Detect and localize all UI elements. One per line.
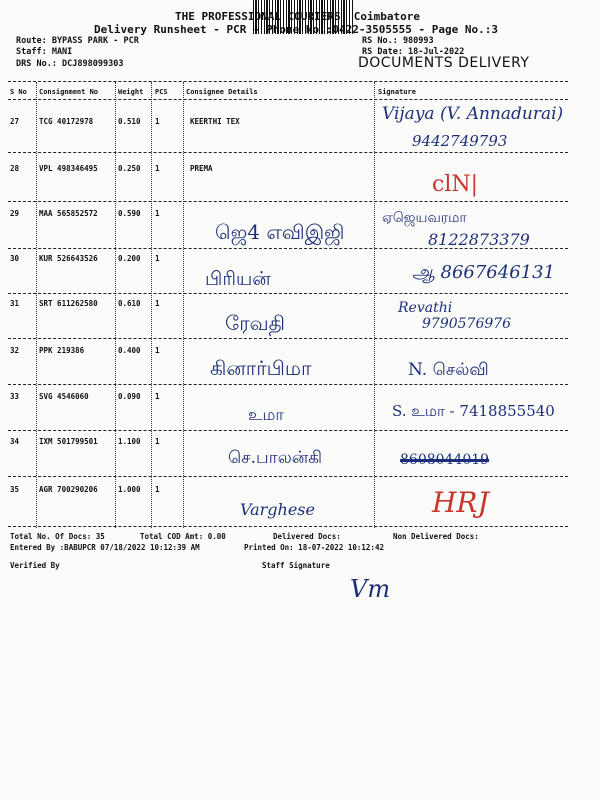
row-consignee: PREMA (190, 164, 213, 173)
row-consignment: IXM 501799501 (39, 437, 98, 446)
row-sno: 27 (10, 117, 20, 126)
col-header-signature: Signature (378, 88, 416, 96)
row-weight: 0.090 (118, 392, 141, 401)
row-sno: 33 (10, 392, 20, 401)
signature-phone: 8122873379 (428, 230, 530, 249)
signature-red: clN| (432, 172, 479, 197)
column-divider (115, 82, 116, 528)
col-header-sno: S No (10, 88, 27, 96)
signature-phone: 9790576976 (422, 316, 512, 332)
verified-by: Verified By (10, 561, 60, 570)
documents-delivery-label: DOCUMENTS DELIVERY (358, 55, 530, 71)
row-consignee: KEERTHI TEX (190, 117, 240, 126)
row-divider (8, 152, 568, 153)
signature-handwriting: ஏஜெயவரமா (382, 210, 467, 226)
staff-signature-scribble: Vm (350, 575, 391, 603)
route: Route: BYPASS PARK - PCR (16, 36, 139, 46)
row-consignment: VPL 498346495 (39, 164, 98, 173)
row-pcs: 1 (155, 485, 160, 494)
row-weight: 0.400 (118, 346, 141, 355)
row-sno: 32 (10, 346, 20, 355)
row-sno: 28 (10, 164, 20, 173)
row-pcs: 1 (155, 392, 160, 401)
table-top-rule (8, 81, 568, 82)
row-sno: 30 (10, 254, 20, 263)
row-weight: 0.200 (118, 254, 141, 263)
row-divider (8, 430, 568, 431)
row-pcs: 1 (155, 299, 160, 308)
signature-handwriting: Vijaya (V. Annadurai) (382, 104, 564, 124)
printed-on: Printed On: 18-07-2022 10:12:42 (244, 543, 384, 552)
signature-phone: 9442749793 (412, 132, 508, 150)
row-divider (8, 248, 568, 249)
rs-number: RS No.: 980993 (362, 36, 434, 46)
consignee-handwriting: பிரியன் (205, 268, 271, 290)
row-pcs: 1 (155, 437, 160, 446)
row-divider (8, 476, 568, 477)
column-divider (151, 82, 152, 528)
row-sno: 35 (10, 485, 20, 494)
row-pcs: 1 (155, 254, 160, 263)
drs-number: DRS No.: DCJ898099303 (16, 59, 124, 69)
runsheet-subtitle: Delivery Runsheet - PCR - Phone No.:0422-3505555 - Page No.:3 (94, 23, 498, 36)
table-bottom-rule (8, 526, 568, 527)
row-divider (8, 201, 568, 202)
column-divider (374, 82, 375, 528)
consignee-handwriting: ரேவதி (225, 311, 286, 335)
consignee-handwriting: ஜெ4 எவிஇஜி (215, 220, 345, 244)
row-consignment: SVG 4546060 (39, 392, 89, 401)
row-weight: 0.250 (118, 164, 141, 173)
col-header-pcs: PCS (155, 88, 168, 96)
row-consignment: TCG 40172978 (39, 117, 94, 126)
row-weight: 0.510 (118, 117, 141, 126)
signature-handwriting: N. செல்வி (408, 360, 489, 380)
row-weight: 1.000 (118, 485, 141, 494)
signature-handwriting: S. உமா - 7418855540 (392, 402, 555, 420)
row-pcs: 1 (155, 117, 160, 126)
row-consignment: PPK 219386 (39, 346, 85, 355)
rs-date: RS Date: 18-Jul-2022 (362, 47, 465, 57)
signature-red: HRJ (432, 486, 489, 519)
signature-handwriting: ஆ 8667646131 (412, 262, 556, 283)
row-weight: 1.100 (118, 437, 141, 446)
staff-signature-label: Staff Signature (262, 561, 330, 570)
total-docs: Total No. Of Docs: 35 (10, 532, 105, 541)
entered-by: Entered By :BABUPCR 07/18/2022 10:12:39 AM (10, 543, 200, 552)
row-pcs: 1 (155, 164, 160, 173)
row-sno: 29 (10, 209, 20, 218)
column-divider (183, 82, 184, 528)
row-consignment: KUR 526643526 (39, 254, 98, 263)
company-title: THE PROFESSIONAL COURIERS, Coimbatore (175, 10, 421, 23)
non-delivered-docs: Non Delivered Docs: (393, 532, 479, 541)
row-weight: 0.610 (118, 299, 141, 308)
row-weight: 0.590 (118, 209, 141, 218)
signature-struck: 8608044019 (400, 452, 490, 468)
row-divider (8, 384, 568, 385)
row-pcs: 1 (155, 346, 160, 355)
staff: Staff: MANI (16, 47, 73, 57)
consignee-handwriting: கினார்பிமா (210, 356, 312, 380)
total-cod: Total COD Amt: 0.00 (140, 532, 226, 541)
row-sno: 34 (10, 437, 20, 446)
row-pcs: 1 (155, 209, 160, 218)
row-consignment: MAA 565852572 (39, 209, 98, 218)
signature-handwriting: Revathi (398, 300, 453, 316)
row-consignment: SRT 611262580 (39, 299, 98, 308)
row-divider (8, 293, 568, 294)
consignee-handwriting: உமா (248, 405, 284, 424)
col-header-consignment: Consignment No (39, 88, 99, 96)
col-header-consignee: Consignee Details (186, 88, 258, 96)
consignee-handwriting: Varghese (240, 500, 315, 519)
row-consignment: AGR 700290206 (39, 485, 98, 494)
header-rule (8, 99, 568, 100)
row-sno: 31 (10, 299, 20, 308)
row-divider (8, 338, 568, 339)
delivered-docs: Delivered Docs: (273, 532, 341, 541)
column-divider (36, 82, 37, 528)
consignee-handwriting: செ.பாலன்கி (228, 448, 323, 468)
col-header-weight: Weight (118, 88, 144, 96)
